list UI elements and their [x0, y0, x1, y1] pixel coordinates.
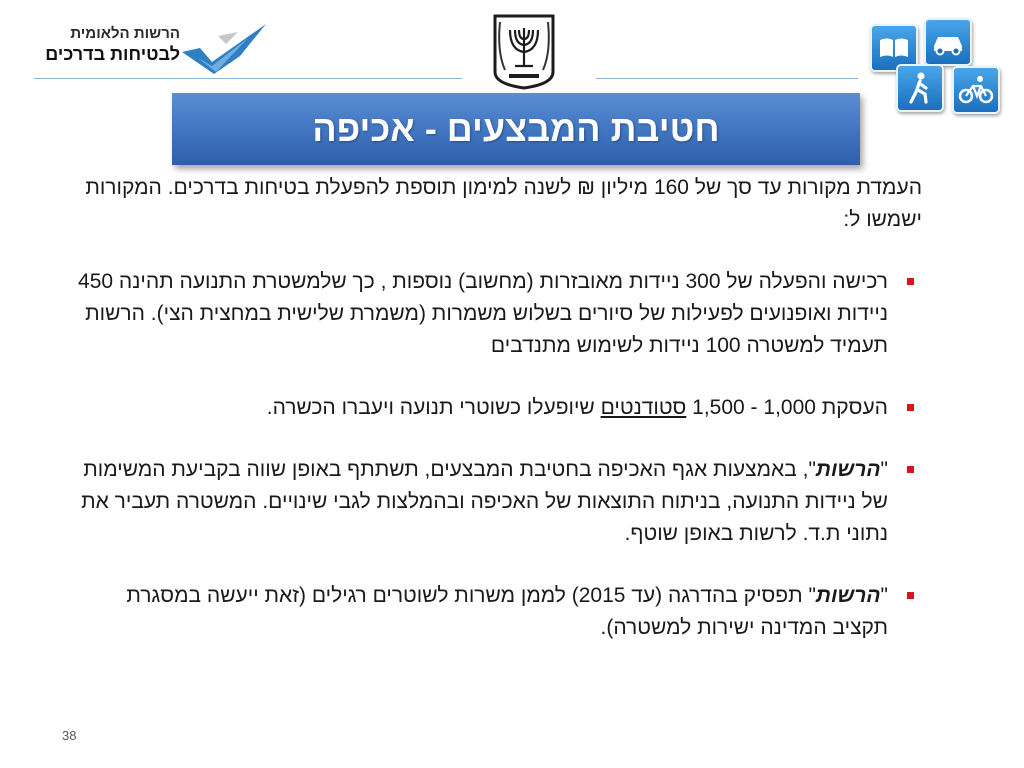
bullet-students — [70, 392, 922, 424]
checkmark-logo-icon — [178, 18, 273, 76]
authority-emphasis: הרשות — [815, 584, 881, 607]
pedestrian-icon — [896, 64, 944, 112]
page-number: 38 — [62, 728, 77, 743]
bullet-patrol-cars — [70, 266, 922, 362]
road-safety-icons — [862, 18, 1012, 120]
slide-title-bar — [172, 93, 860, 165]
bullet-authority-participation — [70, 454, 922, 550]
quote-open: " — [880, 458, 888, 481]
students-link[interactable]: סטודנטים — [600, 396, 687, 419]
bicycle-icon — [952, 66, 1000, 114]
state-emblem — [464, 7, 594, 91]
bullet-text: ", באמצעות אגף האכיפה בחטיבת המבצעים, תשתתף באופן שווה בקביעת המשימות של ניידות התנועה, בניתוח התוצאות של האכיפה ובהמלצות לגבי שינויים. המשטרה תעביר את נתוני ת.ד. לרשות באופן שוטף. — [81, 458, 888, 545]
bullet-text-pre: העסקת 1,000 - 1,500 — [686, 396, 888, 419]
authority-emphasis: הרשות — [815, 458, 881, 481]
car-icon — [924, 18, 972, 66]
bullet-text-post: שיופעלו כשוטרי תנועה ויעברו הכשרה. — [266, 396, 601, 419]
bullet-marker — [907, 278, 914, 285]
authority-logo — [30, 18, 270, 76]
bullet-text: רכישה והפעלה של 300 ניידות מאובזרות (מחשוב) נוספות , כך שלמשטרת התנועה תהינה 450 ניידות ואופנועים לפעילות של סיורים בשלוש משמרות (משמרת שלישית במחצית הצי). הרשות תעמיד למשטרה 100 ניידות לשימוש מתנדבים — [78, 270, 888, 357]
menorah-emblem-icon — [491, 12, 557, 90]
quote-open: " — [880, 584, 888, 607]
slide-body — [70, 172, 922, 674]
bullet-authority-funding — [70, 580, 922, 644]
bullet-marker — [907, 592, 914, 599]
bullet-text: " תפסיק בהדרגה (עד 2015) לממן משרות לשוטרים רגילים (זאת ייעשה במסגרת תקציב המדינה ישירות למשטרה). — [126, 584, 888, 639]
header-divider-right — [596, 78, 858, 79]
logo-line-1: הרשות הלאומית — [70, 25, 180, 42]
slide-title: חטיבת המבצעים - אכיפה — [312, 108, 720, 149]
bullet-list — [70, 266, 922, 644]
logo-text — [30, 24, 180, 65]
intro-paragraph: העמדת מקורות עד סך של 160 מיליון ₪ לשנה למימון תוספת להפעלת בטיחות בדרכים. המקורות ישמשו ל: — [85, 176, 922, 231]
header-divider-left — [34, 78, 462, 79]
bullet-marker — [907, 466, 914, 473]
bullet-marker — [907, 404, 914, 411]
logo-line-2: לבטיחות בדרכים — [45, 44, 180, 64]
